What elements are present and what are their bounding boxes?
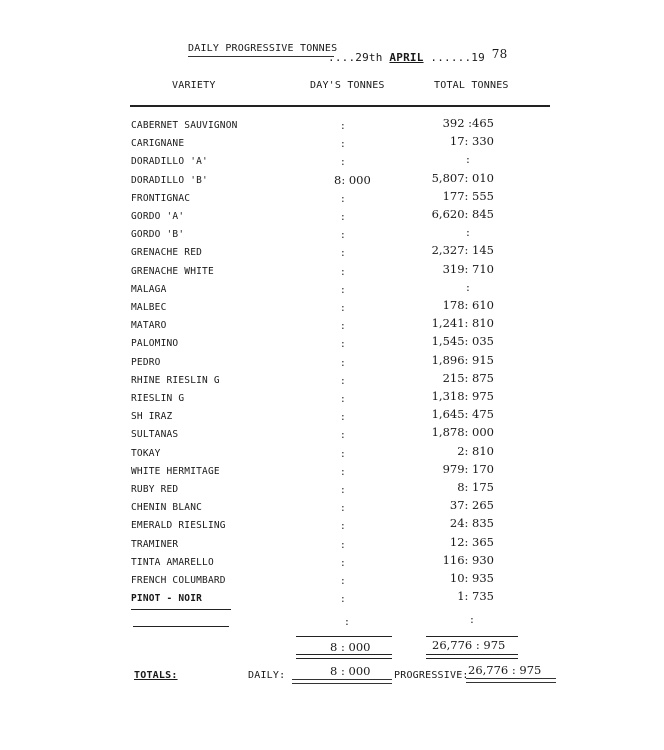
table-row <box>0 370 664 391</box>
variety-name: CHENIN BLANC <box>131 502 203 514</box>
date-year: 78 <box>491 47 508 61</box>
table-row <box>0 245 664 263</box>
total-tonnes-value: 8: 175 <box>457 480 494 494</box>
title-underline <box>188 56 334 57</box>
daily-label: DAILY: <box>248 670 286 681</box>
table-row <box>0 391 664 409</box>
column-header-total-tonnes: TOTAL TONNES <box>434 80 509 91</box>
days-tonnes-value: 8: 000 <box>334 172 371 187</box>
total-tonnes-value: 319: 710 <box>442 261 494 276</box>
total-tonnes-value: 6,620: 845 <box>431 207 494 221</box>
table-row <box>0 136 664 154</box>
last-row-underline <box>131 609 231 610</box>
table-row <box>0 279 664 300</box>
variety-name: PINOT - NOIR <box>131 593 203 605</box>
total-tonnes-value: 17: 330 <box>449 134 494 149</box>
subtotal-rule-day <box>296 636 392 637</box>
days-tonnes-separator: : <box>341 501 345 515</box>
variety-name: EMERALD RIESLING <box>131 520 226 532</box>
variety-name: CABERNET SAUVIGNON <box>131 120 238 131</box>
variety-name: TRAMINER <box>131 538 179 550</box>
days-tonnes-separator: : <box>341 282 345 296</box>
days-tonnes-separator: : <box>341 355 345 369</box>
daily-total-value: 8 : 000 <box>330 664 371 678</box>
table-row <box>0 591 664 609</box>
variety-name: SH IRAZ <box>131 411 173 423</box>
table-row <box>0 409 664 427</box>
total-tonnes-value: 178: 610 <box>442 298 494 312</box>
table-row <box>0 427 664 445</box>
days-tonnes-separator: : <box>341 228 345 242</box>
days-tonnes-separator: : <box>341 574 345 587</box>
total-tonnes-value: 215: 875 <box>442 370 494 385</box>
variety-name: DORADILLO 'B' <box>131 174 208 186</box>
subtotal-total-tonnes: 26,776 : 975 <box>432 638 506 652</box>
header-rule <box>130 105 550 107</box>
table-row <box>0 154 664 172</box>
variety-name: SULTANAS <box>131 429 179 441</box>
total-tonnes-value: 1,545: 035 <box>431 334 494 349</box>
days-tonnes-separator: : <box>341 137 345 151</box>
blank-entry-line <box>133 626 229 627</box>
progressive-label: PROGRESSIVE: <box>394 670 469 681</box>
table-row <box>0 188 664 209</box>
total-tonnes-value: 116: 930 <box>442 552 494 567</box>
days-tonnes-separator: : <box>341 410 345 424</box>
daily-double-underline <box>292 679 392 684</box>
days-tonnes-separator: : <box>341 337 345 351</box>
total-tonnes-value: 177: 555 <box>442 188 494 203</box>
total-tonnes-value: 1: 735 <box>457 589 494 604</box>
total-tonnes-value: : <box>466 152 470 167</box>
totals-label: TOTALS: <box>134 670 178 681</box>
total-tonnes-value: 979: 170 <box>442 461 494 476</box>
total-tonnes-value: : <box>466 225 470 240</box>
days-tonnes-separator: : <box>341 537 345 551</box>
table-row <box>0 500 664 518</box>
column-header-days-tonnes: DAY'S TONNES <box>310 80 385 91</box>
days-tonnes-separator: : <box>341 319 345 333</box>
table-row <box>0 227 664 245</box>
variety-name: TINTA AMARELLO <box>131 556 214 568</box>
total-tonnes-value: 1,318: 975 <box>431 389 494 403</box>
variety-name: RIESLIN G <box>131 393 185 404</box>
table-row <box>0 534 664 555</box>
variety-name: GORDO 'A' <box>131 211 185 222</box>
progressive-double-underline <box>466 678 556 683</box>
variety-name: FRONTIGNAC <box>131 192 191 204</box>
table-row <box>0 318 664 336</box>
variety-name: DORADILLO 'A' <box>131 156 208 168</box>
date-suffix: ......19 <box>430 51 485 64</box>
table-row <box>0 118 664 136</box>
variety-name: MALBEC <box>131 302 167 313</box>
days-tonnes-separator: : <box>341 519 345 533</box>
days-tonnes-separator: : <box>341 119 345 132</box>
variety-name: PEDRO <box>131 356 161 368</box>
variety-name: GRENACHE WHITE <box>131 265 214 277</box>
total-tonnes-value: 1,896: 915 <box>431 352 494 367</box>
double-rule-day <box>296 654 392 659</box>
total-tonnes-value: 10: 935 <box>449 571 494 585</box>
days-tonnes-separator: : <box>341 246 345 260</box>
progressive-total-value: 26,776 : 975 <box>468 663 542 677</box>
variety-name: TOKAY <box>131 447 161 459</box>
total-tonnes-value: 1,241: 810 <box>431 316 494 331</box>
subtotal-day-tonnes: 8 : 000 <box>330 640 371 654</box>
variety-name: GORDO 'B' <box>131 229 185 241</box>
days-tonnes-separator: : <box>341 392 345 405</box>
blank-total-separator: : <box>470 612 474 626</box>
days-tonnes-separator: : <box>341 264 345 278</box>
table-row <box>0 352 664 373</box>
total-tonnes-value: 2,327: 145 <box>431 243 494 258</box>
report-date <box>328 47 508 64</box>
table-row <box>0 170 664 191</box>
total-tonnes-value: 37: 265 <box>449 498 494 513</box>
total-tonnes-value: 5,807: 010 <box>431 170 494 185</box>
total-tonnes-value: 24: 835 <box>449 516 494 531</box>
variety-name: WHITE HERMITAGE <box>131 465 220 477</box>
days-tonnes-separator: : <box>341 483 345 496</box>
total-tonnes-value: : <box>466 279 470 294</box>
date-prefix: ....29th <box>328 51 383 64</box>
variety-name: MALAGA <box>131 283 167 295</box>
table-row <box>0 518 664 536</box>
table-row <box>0 443 664 464</box>
table-row <box>0 573 664 591</box>
table-row <box>0 261 664 282</box>
variety-name: RHINE RIESLIN G <box>131 374 220 386</box>
days-tonnes-separator: : <box>341 301 345 314</box>
document-title: DAILY PROGRESSIVE TONNES <box>188 43 338 54</box>
days-tonnes-separator: : <box>341 446 345 460</box>
days-tonnes-separator: : <box>341 210 345 223</box>
variety-name: MATARO <box>131 320 167 332</box>
total-tonnes-value: 2: 810 <box>457 443 494 458</box>
table-row <box>0 209 664 227</box>
days-tonnes-separator: : <box>341 555 345 569</box>
total-tonnes-value: 12: 365 <box>449 534 494 549</box>
table-row <box>0 461 664 482</box>
column-header-variety: VARIETY <box>172 80 216 91</box>
days-tonnes-separator: : <box>341 191 345 205</box>
table-row <box>0 552 664 573</box>
days-tonnes-separator: : <box>341 464 345 478</box>
table-row <box>0 482 664 500</box>
subtotal-rule-total <box>426 636 518 637</box>
total-tonnes-value: 1,645: 475 <box>431 407 494 422</box>
variety-name: RUBY RED <box>131 484 179 495</box>
table-row <box>0 336 664 354</box>
date-month: APRIL <box>389 51 424 64</box>
days-tonnes-separator: : <box>341 373 345 387</box>
variety-name: FRENCH COLUMBARD <box>131 575 226 586</box>
days-tonnes-separator: : <box>341 592 345 606</box>
table-row <box>0 300 664 318</box>
variety-name: CARIGNANE <box>131 138 185 150</box>
total-tonnes-value: 1,878: 000 <box>431 425 494 440</box>
total-tonnes-value: 392 :465 <box>442 116 494 130</box>
blank-day-separator: : <box>345 614 349 628</box>
variety-name: GRENACHE RED <box>131 247 203 259</box>
days-tonnes-separator: : <box>341 155 345 169</box>
variety-name: PALOMINO <box>131 338 179 350</box>
days-tonnes-separator: : <box>341 428 345 442</box>
double-rule-total <box>426 654 518 659</box>
